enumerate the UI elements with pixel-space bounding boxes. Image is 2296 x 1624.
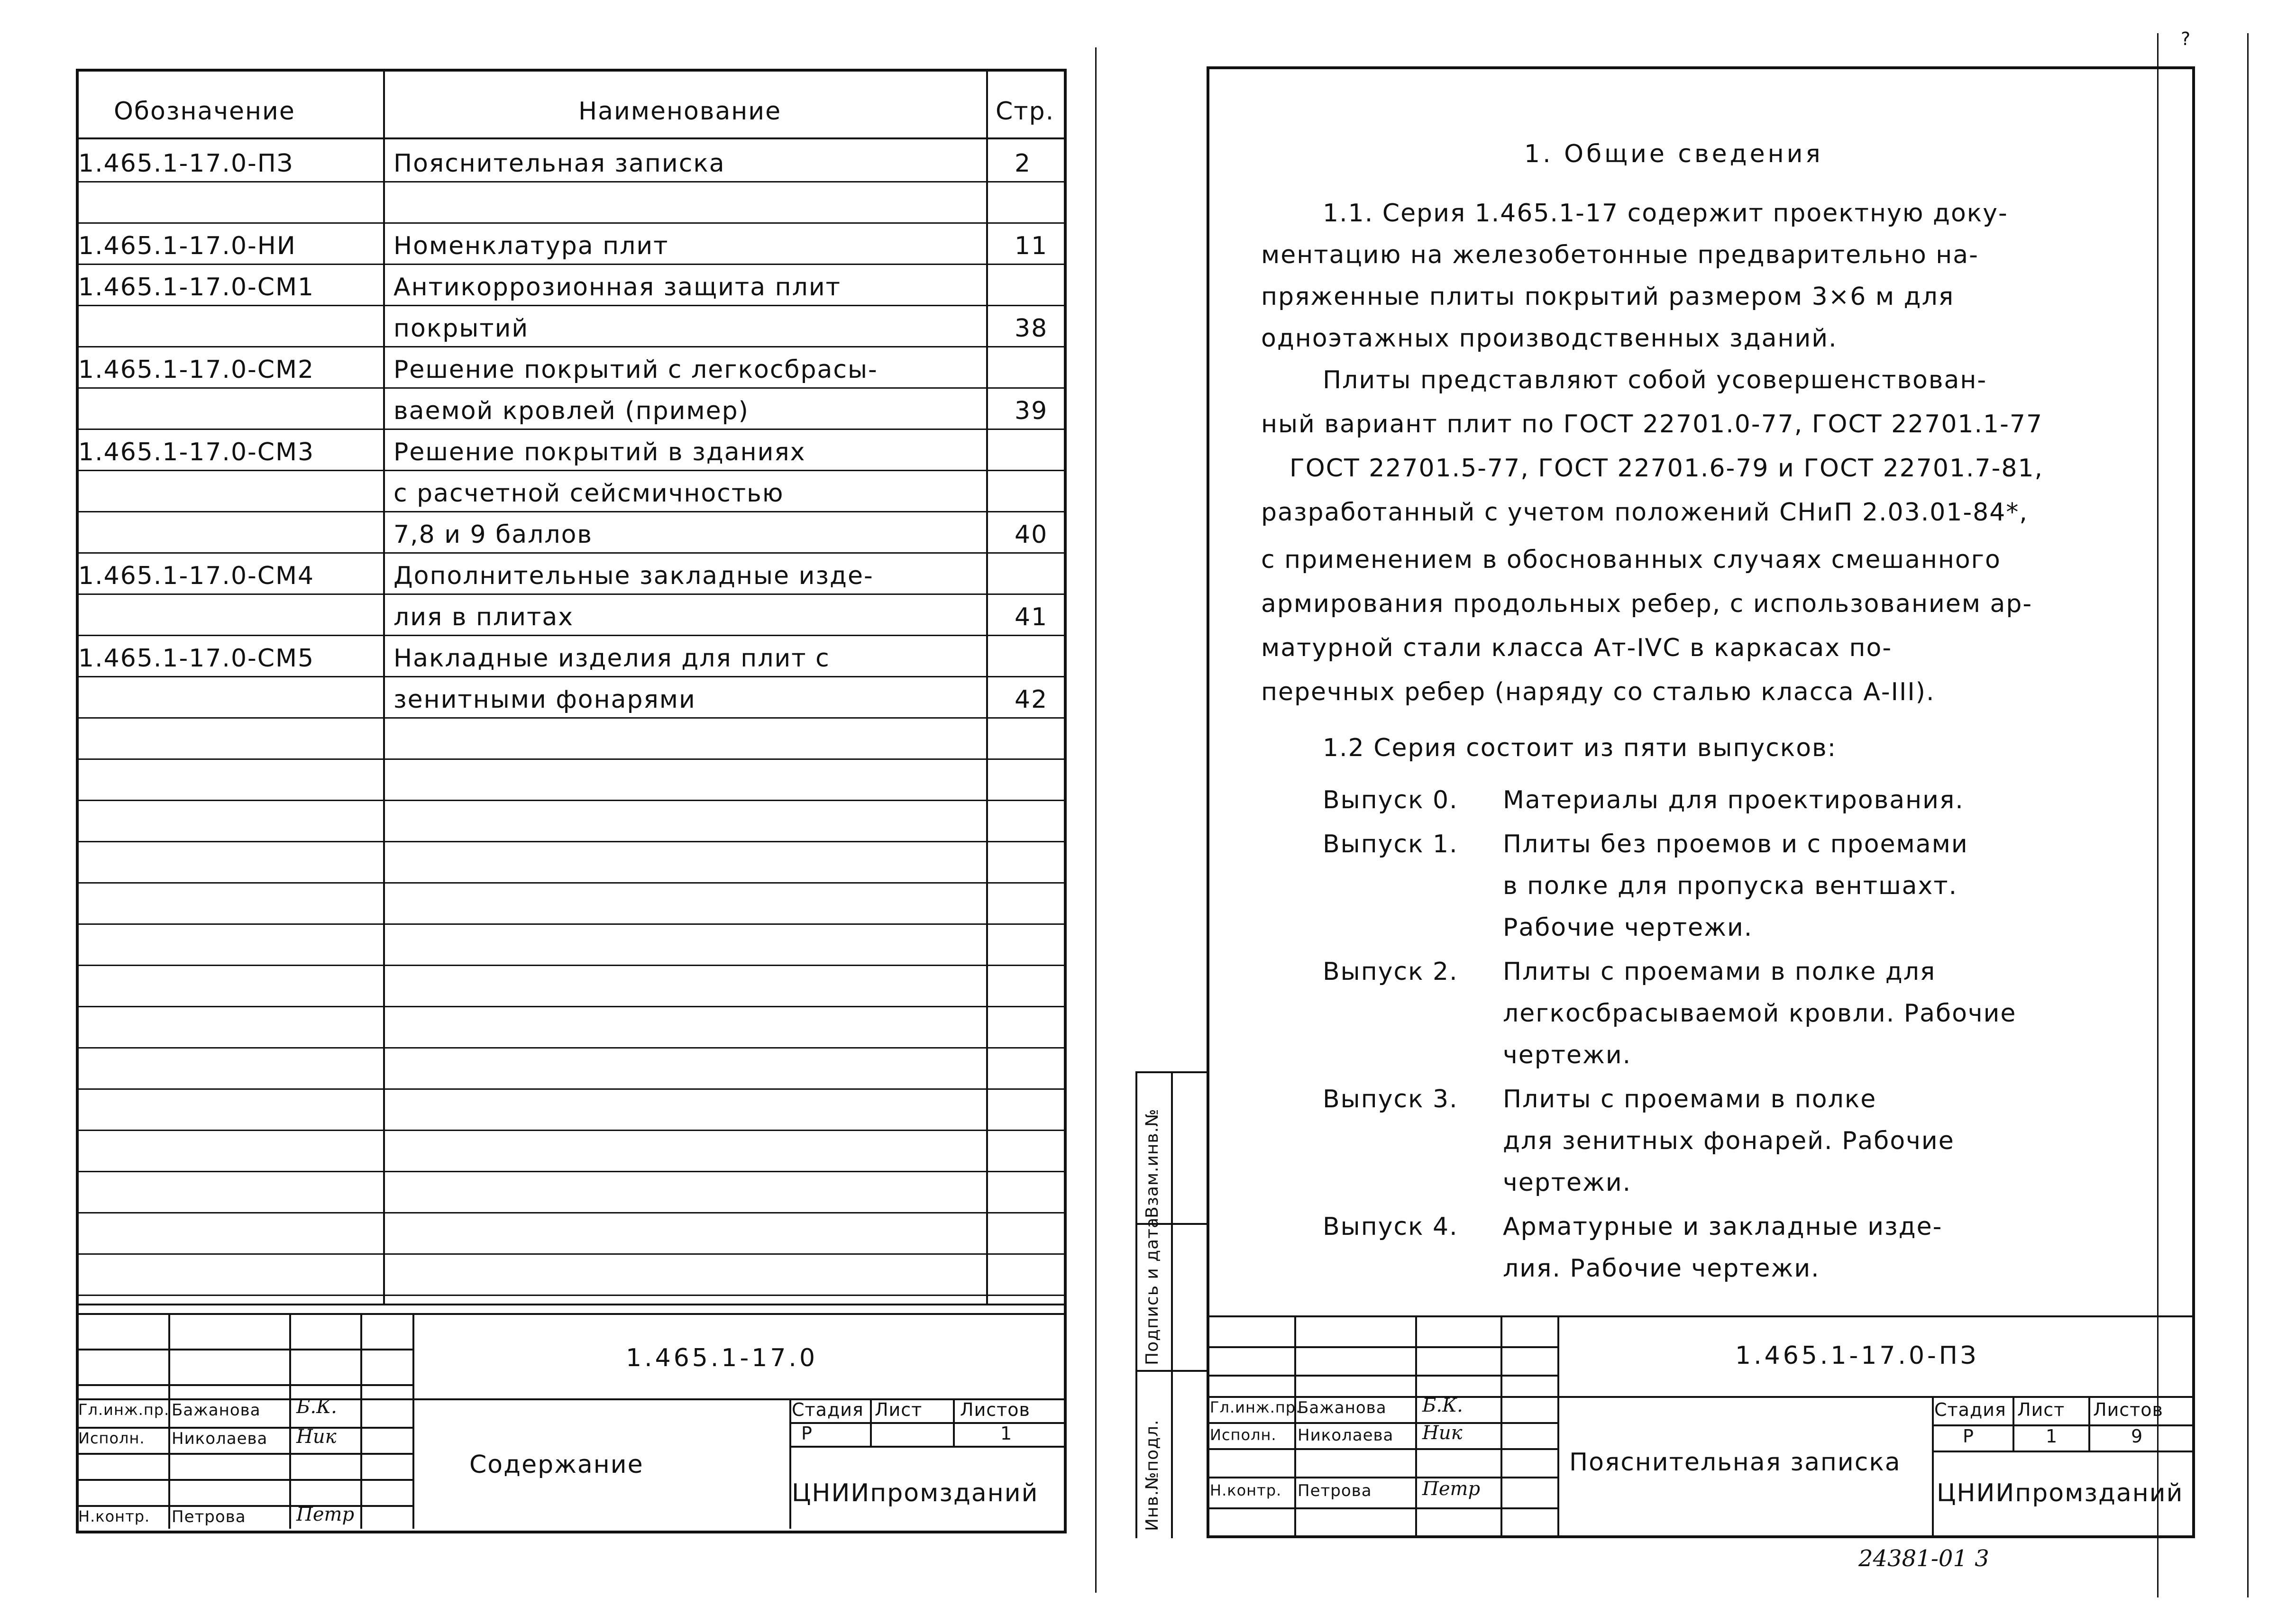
right-signature-3: Петр: [1422, 1478, 1481, 1500]
issue-line: для зенитных фонарей. Рабочие: [1503, 1127, 1955, 1155]
side-label-vzam: Взам.инв.№: [1143, 1108, 1162, 1218]
left-stamp-code: 1.465.1-17.0: [626, 1344, 818, 1372]
table-rule: [76, 758, 1067, 760]
table-rule: [76, 635, 1067, 636]
row-page: 39: [1015, 397, 1048, 425]
table-rule: [76, 841, 1067, 842]
row-page: 2: [1015, 149, 1032, 178]
row-name: покрытий: [393, 314, 529, 343]
row-page: 42: [1015, 685, 1048, 714]
issue-label: Выпуск 1.: [1323, 830, 1458, 858]
row-code: 1.465.1-17.0-СМ4: [78, 562, 315, 590]
left-person-3: Петрова: [172, 1507, 246, 1526]
row-name: 7,8 и 9 баллов: [393, 520, 593, 549]
right-person-2: Николаева: [1298, 1426, 1394, 1445]
row-name: Пояснительная записка: [393, 149, 725, 178]
row-name: Антикоррозионная защита плит: [393, 273, 841, 301]
left-stamp-title: Содержание: [469, 1451, 644, 1479]
para1-line: 1.1. Серия 1.465.1-17 содержит проектную доку-: [1323, 199, 2008, 228]
issue-label: Выпуск 0.: [1323, 786, 1458, 814]
table-rule: [76, 1088, 1067, 1090]
left-person-1: Бажанова: [172, 1401, 261, 1420]
archive-number: 24381-01 3: [1858, 1545, 1989, 1572]
row-page: 38: [1015, 314, 1048, 343]
para2-line: ГОСТ 22701.5-77, ГОСТ 22701.6-79 и ГОСТ 22701.7-81,: [1290, 454, 2044, 483]
table-rule: [76, 552, 1067, 554]
left-role-2: Исполн.: [78, 1429, 145, 1447]
left-signature-1: Б.К.: [296, 1396, 337, 1418]
left-person-2: Николаева: [172, 1429, 268, 1448]
table-rule: [76, 1295, 1067, 1296]
right-role-3: Н.контр.: [1210, 1481, 1282, 1499]
issue-label: Выпуск 4.: [1323, 1213, 1458, 1241]
table-rule: [76, 593, 1067, 595]
issue-line: Рабочие чертежи.: [1503, 913, 1753, 942]
issue-line: Арматурные и закладные изде-: [1503, 1213, 1943, 1241]
row-name: лия в плитах: [393, 603, 574, 631]
right-stamp-code: 1.465.1-17.0-ПЗ: [1735, 1341, 1979, 1370]
para2-line: армирования продольных ребер, с использованием ар-: [1261, 590, 2033, 618]
row-name: Решение покрытий с легкосбрасы-: [393, 356, 878, 384]
issue-label: Выпуск 2.: [1323, 958, 1458, 986]
row-name: с расчетной сейсмичностью: [393, 479, 784, 508]
right-stage-value: Р: [1963, 1426, 1974, 1447]
left-signature-3: Петр: [296, 1504, 355, 1525]
left-stage-label: Стадия: [792, 1399, 864, 1420]
left-sheet-label: Лист: [875, 1399, 923, 1420]
side-label-sign: Подпись и дата: [1143, 1217, 1162, 1365]
left-org: ЦНИИпромзданий: [792, 1479, 1039, 1507]
row-name: зенитными фонарями: [393, 685, 696, 714]
right-sheet-value: 1: [2046, 1426, 2058, 1447]
left-sheets-label: Листов: [960, 1399, 1030, 1420]
table-rule: [76, 800, 1067, 801]
right-stage-label: Стадия: [1934, 1399, 2006, 1420]
table-rule: [76, 346, 1067, 347]
left-role-3: Н.контр.: [78, 1507, 150, 1525]
row-name: ваемой кровлей (пример): [393, 397, 749, 425]
para1-line: ментацию на железобетонные предварительно на-: [1261, 241, 1979, 269]
para2-line: перечных ребер (наряду со сталью класса А-III).: [1261, 678, 1935, 706]
table-rule: [76, 264, 1067, 265]
table-rule: [76, 1047, 1067, 1049]
right-sheets-value: 9: [2131, 1426, 2143, 1447]
table-rule: [76, 923, 1067, 925]
row-page: 41: [1015, 603, 1048, 631]
right-org: ЦНИИпромзданий: [1937, 1479, 2184, 1507]
right-role-2: Исполн.: [1210, 1426, 1277, 1444]
row-name: Дополнительные закладные изде-: [393, 562, 874, 590]
issue-line: Плиты с проемами в полке для: [1503, 958, 1936, 986]
para2-line: с применением в обоснованных случаях смешанного: [1261, 546, 2001, 574]
issue-label: Выпуск 3.: [1323, 1085, 1458, 1113]
table-rule: [76, 882, 1067, 884]
table-rule: [76, 470, 1067, 471]
issue-line: чертежи.: [1503, 1041, 1632, 1069]
right-sheets-label: Листов: [2093, 1399, 2163, 1420]
table-rule: [76, 511, 1067, 512]
para3-line: 1.2 Серия состоит из пяти выпусков:: [1323, 734, 1837, 762]
row-code: 1.465.1-17.0-ПЗ: [78, 149, 294, 178]
issue-line: Плиты без проемов и с проемами: [1503, 830, 1968, 858]
right-person-3: Петрова: [1298, 1481, 1372, 1500]
row-code: 1.465.1-17.0-НИ: [78, 232, 296, 260]
right-person-1: Бажанова: [1298, 1398, 1387, 1417]
row-name: Решение покрытий в зданиях: [393, 438, 806, 466]
table-rule: [76, 387, 1067, 389]
side-label-inv: Инв.№подл.: [1143, 1419, 1162, 1531]
left-role-1: Гл.инж.пр.: [78, 1401, 170, 1419]
column-header-page: Стр.: [996, 97, 1055, 126]
table-rule: [76, 305, 1067, 306]
right-signature-2: Ник: [1422, 1422, 1463, 1444]
corner-mark: ?: [2181, 28, 2191, 49]
table-rule: [76, 429, 1067, 430]
table-rule: [76, 181, 1067, 182]
issue-line: лия. Рабочие чертежи.: [1503, 1254, 1820, 1283]
table-rule: [76, 1212, 1067, 1213]
para2-line: Плиты представляют собой усовершенствован-: [1323, 366, 1987, 394]
binding-line: [1095, 47, 1097, 1593]
table-rule: [76, 1253, 1067, 1255]
issue-line: чертежи.: [1503, 1168, 1632, 1197]
issue-line: Плиты с проемами в полке: [1503, 1085, 1877, 1113]
table-rule: [76, 1171, 1067, 1172]
left-sheet-value: 1: [1000, 1423, 1013, 1444]
para1-line: одноэтажных производственных зданий.: [1261, 324, 1838, 353]
para1-line: пряженные плиты покрытий размером 3×6 м для: [1261, 283, 1955, 311]
table-rule: [76, 222, 1067, 224]
row-code: 1.465.1-17.0-СМ3: [78, 438, 315, 466]
section-heading: 1. Общие сведения: [1524, 140, 1823, 168]
right-signature-1: Б.К.: [1422, 1395, 1463, 1416]
row-code: 1.465.1-17.0-СМ2: [78, 356, 315, 384]
table-rule: [76, 965, 1067, 966]
table-rule: [76, 1006, 1067, 1007]
right-sheet-label: Лист: [2017, 1399, 2065, 1420]
row-page: 40: [1015, 520, 1048, 549]
table-rule: [76, 717, 1067, 719]
issue-line: в полке для пропуска вентшахт.: [1503, 872, 1958, 900]
para2-line: разработанный с учетом положений СНиП 2.03.01-84*,: [1261, 498, 2028, 527]
row-name: Накладные изделия для плит с: [393, 644, 830, 673]
row-code: 1.465.1-17.0-СМ1: [78, 273, 315, 301]
left-signature-2: Ник: [296, 1426, 337, 1448]
column-header-designation: Обозначение: [114, 97, 295, 126]
issue-line: легкосбрасываемой кровли. Рабочие: [1503, 999, 2017, 1028]
left-stage-value: Р: [801, 1423, 813, 1444]
column-header-name: Наименование: [578, 97, 782, 126]
row-name: Номенклатура плит: [393, 232, 669, 260]
table-rule: [76, 1130, 1067, 1131]
para2-line: ный вариант плит по ГОСТ 22701.0-77, ГОСТ 22701.1-77: [1261, 410, 2043, 438]
row-page: 11: [1015, 232, 1048, 260]
right-role-1: Гл.инж.пр.: [1210, 1398, 1301, 1416]
row-code: 1.465.1-17.0-СМ5: [78, 644, 315, 673]
right-stamp-title: Пояснительная записка: [1569, 1448, 1901, 1477]
para2-line: матурной стали класса Ат-IVС в каркасах по-: [1261, 634, 1893, 662]
table-rule: [76, 676, 1067, 677]
issue-line: Материалы для проектирования.: [1503, 786, 1964, 814]
